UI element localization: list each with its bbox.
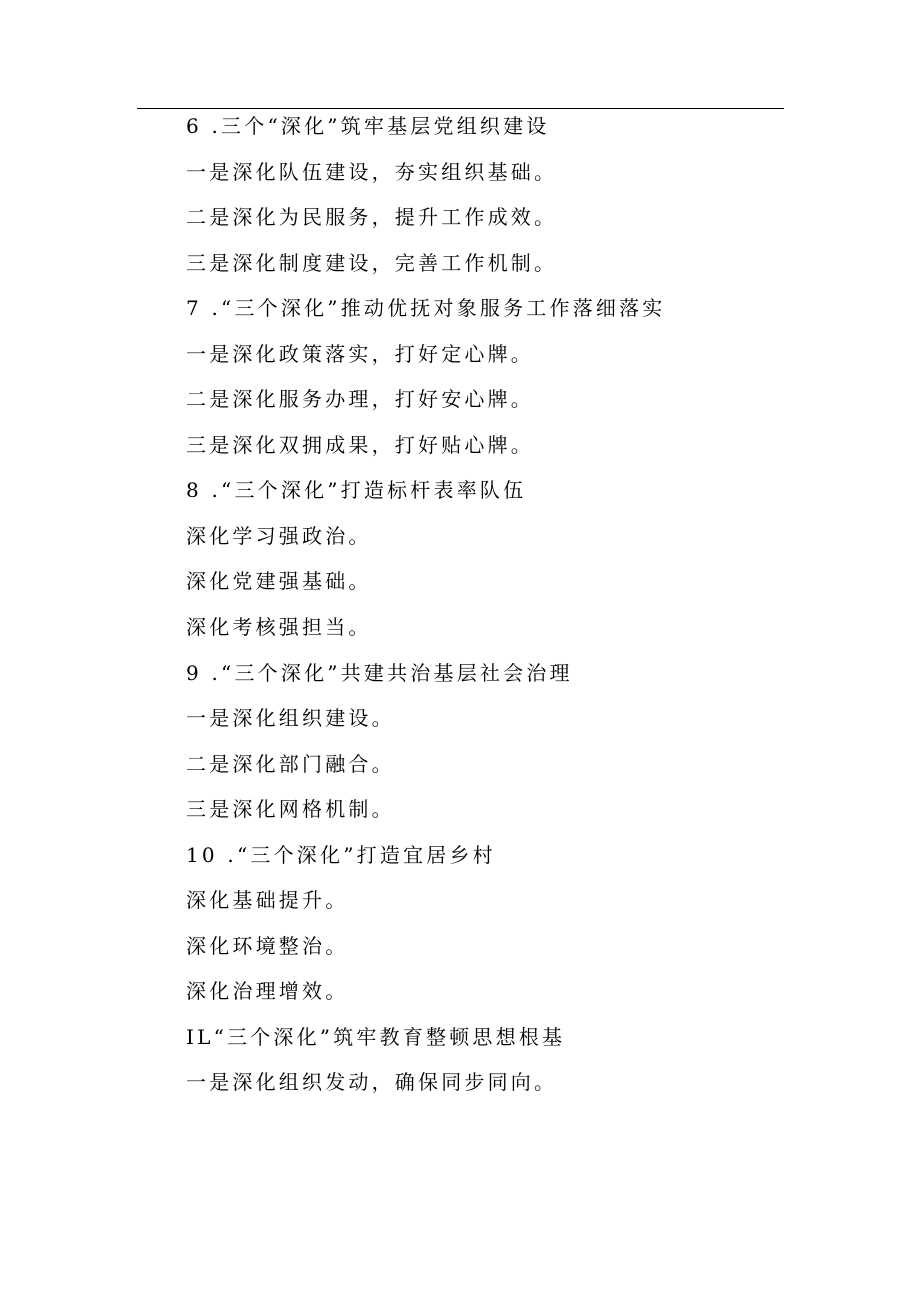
section-heading: 8 .“三个深化”打造标杆表率队伍 <box>186 478 527 503</box>
list-item: 二是深化为民服务，提升工作成效。 <box>186 205 558 230</box>
list-item: 三是深化制度建设，完善工作机制。 <box>186 250 558 275</box>
section-heading: 6 .三个“深化”筑牢基层党组织建设 <box>186 114 550 138</box>
list-item: 深化环境整治。 <box>186 933 349 958</box>
list-item: 深化考核强担当。 <box>186 615 372 640</box>
list-item: 三是深化网格机制。 <box>186 797 395 822</box>
list-item: 一是深化组织建设。 <box>186 706 395 731</box>
document-body <box>186 107 786 1109</box>
section-heading: 7 .“三个深化”推动优抚对象服务工作落细落实 <box>186 296 666 321</box>
section-heading: IL“三个深化”筑牢教育整顿思想根基 <box>186 1024 566 1049</box>
list-item: 深化学习强政治。 <box>186 523 372 548</box>
list-item: 一是深化队伍建设，夯实组织基础。 <box>186 159 558 184</box>
list-item: 一是深化政策落实，打好定心牌。 <box>186 341 534 366</box>
list-item: 一是深化组织发动，确保同步同向。 <box>186 1070 558 1095</box>
list-item: 三是深化双拥成果，打好贴心牌。 <box>186 432 534 457</box>
list-item: 二是深化部门融合。 <box>186 751 395 776</box>
list-item: 深化党建强基础。 <box>186 569 372 594</box>
list-item: 二是深化服务办理，打好安心牌。 <box>186 387 534 412</box>
list-item: 深化治理增效。 <box>186 979 349 1004</box>
section-heading: 10 .“三个深化”打造宜居乡村 <box>186 842 496 867</box>
section-heading: 9 .“三个深化”共建共治基层社会治理 <box>186 660 573 685</box>
list-item: 深化基础提升。 <box>186 888 349 913</box>
